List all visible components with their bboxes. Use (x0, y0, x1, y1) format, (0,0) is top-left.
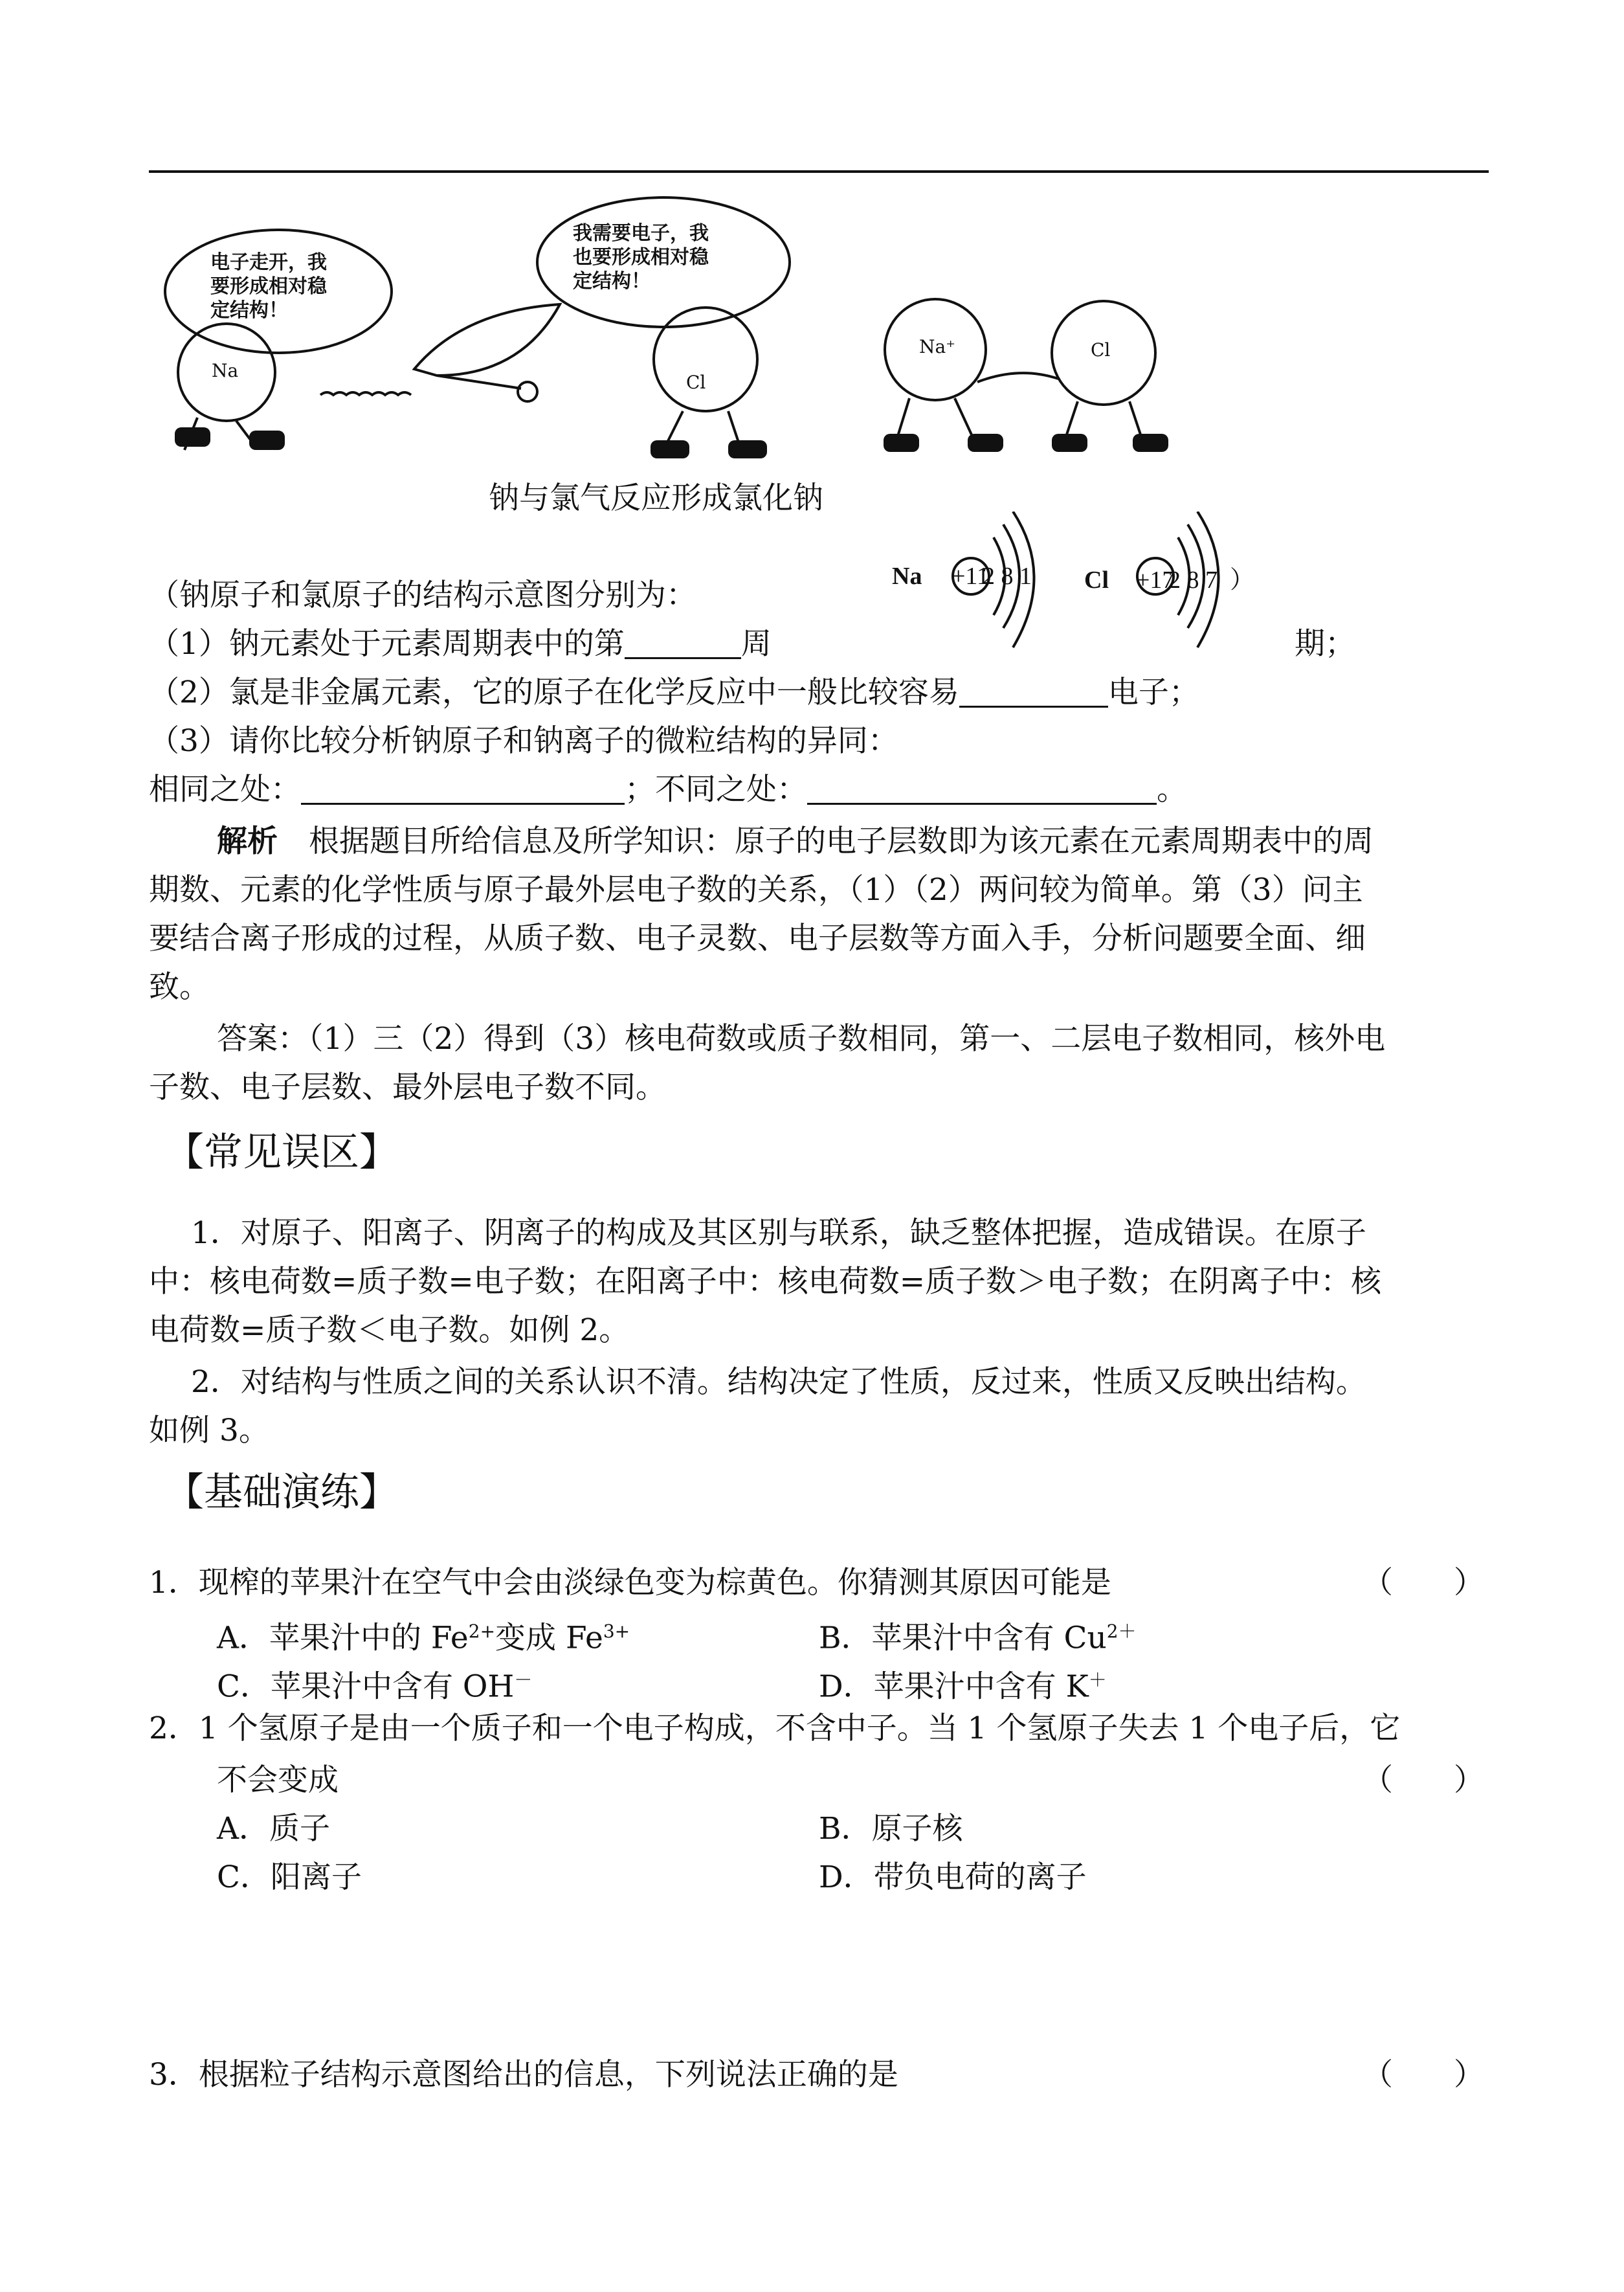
answer-line-2: 子数、电子层数、最外层电子数不同。 (149, 1070, 666, 1105)
q2-end: 电子； (1107, 675, 1199, 710)
cl-symbol: Cl (1084, 567, 1109, 594)
cl-ion-label: Cl (1091, 339, 1111, 361)
bubble-na-line1: 电子走开，我 (210, 251, 327, 274)
close-paren: ） (1230, 567, 1255, 594)
analysis-line-1 (217, 822, 1374, 861)
diff-label: ；不同之处： (625, 772, 807, 807)
q2-option-a[interactable]: A．质子 (217, 1811, 330, 1847)
analysis-label: 解析 (217, 824, 278, 859)
practice-heading: 【基础演练】 (165, 1470, 398, 1515)
analysis-line-4: 致。 (149, 969, 210, 1005)
analysis-line-2: 期数、元素的化学性质与原子最外层电子数的关系，（1）（2）两问较为简单。第（3）问主 (149, 872, 1363, 908)
na-symbol: Na (892, 563, 922, 590)
header-rule (149, 170, 1489, 173)
misconception-line-1: 1．对原子、阳离子、阴离子的构成及其区别与联系，缺乏整体把握，造成错误。在原子 (191, 1215, 1366, 1251)
misconceptions-heading: 【常见误区】 (165, 1130, 398, 1175)
q2-text: （2）氯是非金属元素，它的原子在化学反应中一般比较容易 (149, 675, 959, 710)
analysis-line-3: 要结合离子形成的过程，从质子数、电子灵数、电子层数等方面入手，分析问题要全面、细 (149, 921, 1366, 956)
bubble-cl-line1: 我需要电子，我 (573, 222, 709, 245)
same-blank[interactable] (301, 773, 625, 805)
q1-option-c[interactable]: C．苹果汁中含有 OH－ (217, 1668, 533, 1705)
na-label: Na (212, 360, 239, 381)
sodium-chlorine-cartoon (159, 194, 1194, 466)
cl-label: Cl (686, 372, 706, 393)
figure-caption: 钠与氯气反应形成氯化钠 (489, 480, 823, 516)
practice-q3-stem: 3．根据粒子结构示意图给出的信息，下列说法正确的是 (149, 2057, 898, 2093)
na-shells: 2 8 1 (983, 563, 1032, 590)
q1-end: 期； (1295, 626, 1355, 662)
q1-option-d[interactable]: D．苹果汁中含有 K＋ (819, 1668, 1107, 1705)
misconception-line-5: 如例 3。 (149, 1413, 269, 1448)
same-label: 相同之处： (149, 772, 301, 807)
practice-q3-paren[interactable]: （ ） (1363, 2057, 1484, 2093)
q2-option-b[interactable]: B．原子核 (819, 1811, 963, 1847)
q1-blank[interactable] (625, 627, 741, 659)
q2-option-c[interactable]: C．阳离子 (217, 1859, 362, 1895)
bubble-cl-line2: 也要形成相对稳 (573, 246, 709, 269)
misconception-line-3: 电荷数=质子数＜电子数。如例 2。 (149, 1312, 630, 1348)
analysis-text-1: 根据题目所给信息及所学知识：原子的电子层数即为该元素在元素周期表中的周 (309, 824, 1374, 859)
diff-blank[interactable] (807, 773, 1157, 805)
question-intro: （钠原子和氯原子的结构示意图分别为： (149, 578, 696, 613)
bubble-na-line2: 要形成相对稳 (210, 275, 327, 298)
practice-q2-stem-1: 2．1 个氢原子是由一个质子和一个电子构成，不含中子。当 1 个氢原子失去 1 个电子后，它 (149, 1711, 1401, 1746)
q1-option-b[interactable]: B．苹果汁中含有 $Cu^{2+}$ (819, 1620, 1137, 1656)
practice-q1-stem: 1．现榨的苹果汁在空气中会由淡绿色变为棕黄色。你猜测其原因可能是 (149, 1565, 1111, 1601)
q2-option-d[interactable]: D．带负电荷的离子 (819, 1859, 1087, 1895)
question-3: （3）请你比较分析钠原子和钠离子的微粒结构的异同： (149, 723, 898, 759)
misconception-line-2: 中：核电荷数=质子数=电子数；在阳离子中：核电荷数=质子数＞电子数；在阴离子中：核 (149, 1264, 1382, 1299)
practice-q2-stem-2: 不会变成 (217, 1762, 339, 1798)
misconception-line-4: 2．对结构与性质之间的关系认识不清。结构决定了性质，反过来，性质又反映出结构。 (191, 1364, 1366, 1400)
question-1 (149, 625, 1495, 664)
period: 。 (1157, 772, 1187, 807)
na-nucleus: +11 (951, 563, 990, 590)
bubble-na-line3: 定结构！ (210, 299, 288, 322)
practice-q1-paren[interactable]: （ ） (1363, 1565, 1484, 1601)
question-2 (149, 673, 1199, 712)
q1-option-a[interactable]: A．苹果汁中的 $Fe^{2+}$变成 $Fe^{3+}$ (217, 1620, 630, 1656)
na-ion-label: Na⁺ (919, 336, 955, 357)
q1-mid: 周 (740, 626, 772, 662)
q1-text: （1）钠元素处于元素周期表中的第 (149, 626, 625, 662)
cl-nucleus: +17 (1136, 567, 1175, 594)
question-3-blanks (149, 770, 1187, 809)
q2-blank[interactable] (959, 676, 1108, 708)
butterfly-net (414, 304, 560, 376)
answer-line-1: 答案：（1）三（2）得到（3）核电荷数或质子数相同，第一、二层电子数相同，核外电 (217, 1021, 1386, 1057)
practice-q2-paren[interactable]: （ ） (1363, 1762, 1484, 1798)
cl-shells: 2 8 7 (1168, 567, 1218, 594)
bubble-cl-line3: 定结构！ (573, 270, 651, 293)
